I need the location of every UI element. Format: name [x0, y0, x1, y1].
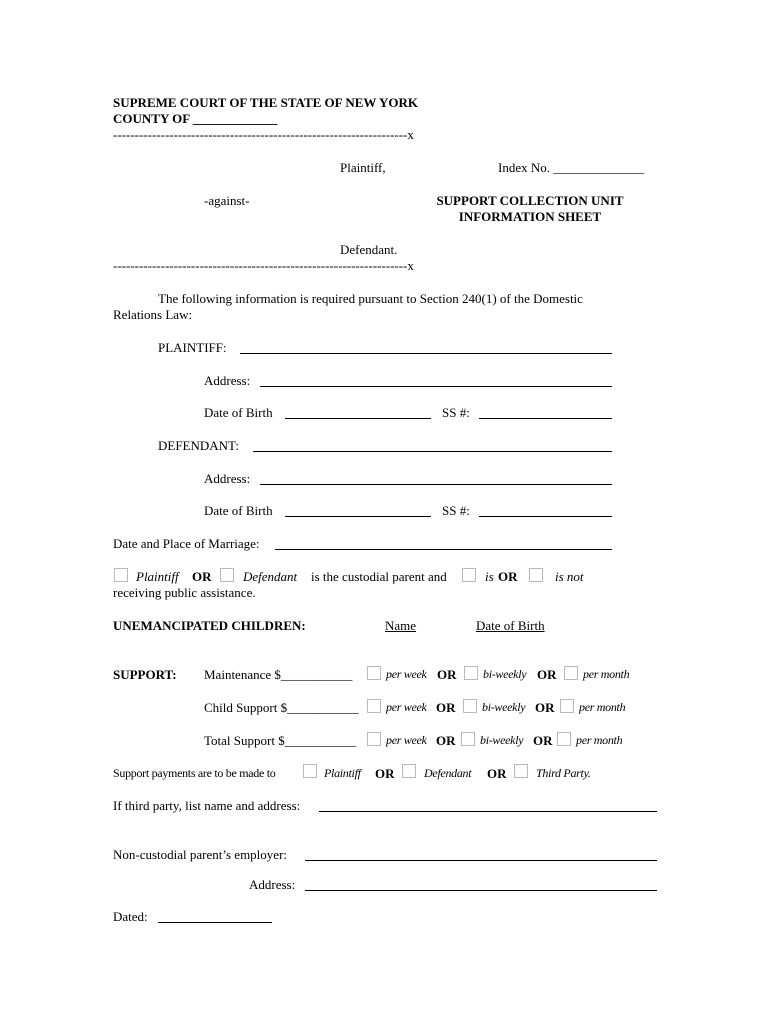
plaintiff-dob-label: Date of Birth — [204, 405, 273, 420]
defendant-dob-field[interactable] — [285, 516, 431, 517]
plaintiff-ss-label: SS #: — [442, 405, 470, 420]
total-support-amount: Total Support $___________ — [204, 733, 357, 748]
defendant-caption: Defendant. — [340, 242, 398, 257]
assistance-is-not-checkbox[interactable] — [529, 568, 543, 582]
plaintiff-name-field[interactable] — [240, 353, 612, 354]
plaintiff-address-field[interactable] — [260, 386, 612, 387]
assistance-or: OR — [498, 569, 518, 584]
employer-address-label: Address: — [249, 877, 296, 892]
child-support-bi-weekly-label: bi-weekly — [482, 700, 526, 714]
employer-address-field[interactable] — [305, 890, 657, 891]
total-support-or1: OR — [436, 733, 456, 748]
maintenance-bi-weekly-checkbox[interactable] — [464, 666, 478, 680]
defendant-address-label: Address: — [204, 471, 251, 486]
marriage-field[interactable] — [275, 549, 612, 550]
maintenance-or1: OR — [437, 667, 457, 682]
child-support-per-month-label: per month — [579, 700, 626, 714]
maintenance-amount: Maintenance $___________ — [204, 667, 353, 682]
index-number: Index No. ______________ — [498, 160, 645, 175]
custodial-defendant-label: Defendant — [243, 569, 298, 584]
payments-or2: OR — [487, 766, 507, 781]
maintenance-per-month-checkbox[interactable] — [564, 666, 578, 680]
plaintiff-ss-field[interactable] — [479, 418, 612, 419]
payments-label: Support payments are to be made to — [113, 766, 276, 780]
dated-label: Dated: — [113, 909, 148, 924]
defendant-ss-label: SS #: — [442, 503, 470, 518]
payments-third-party-checkbox[interactable] — [514, 764, 528, 778]
child-support-per-month-checkbox[interactable] — [560, 699, 574, 713]
plaintiff-caption: Plaintiff, — [340, 160, 386, 175]
total-support-bi-weekly-checkbox[interactable] — [461, 732, 475, 746]
third-party-field[interactable] — [319, 811, 657, 812]
assistance-is-checkbox[interactable] — [462, 568, 476, 582]
maintenance-per-week-label: per week — [386, 667, 427, 681]
maintenance-per-month-label: per month — [583, 667, 630, 681]
against-label: -against- — [204, 193, 250, 208]
total-support-per-week-label: per week — [386, 733, 427, 747]
payments-third-party-label: Third Party. — [536, 766, 591, 780]
plaintiff-address-label: Address: — [204, 373, 251, 388]
custodial-plaintiff-checkbox[interactable] — [114, 568, 128, 582]
defendant-address-field[interactable] — [260, 484, 612, 485]
caption-separator-top: --------------------------------------------------------------------x — [113, 127, 414, 142]
assistance-is-label: is — [485, 569, 494, 584]
child-support-per-week-label: per week — [386, 700, 427, 714]
intro-line1: The following information is required pursuant to Section 240(1) of the Domestic — [158, 291, 583, 306]
custodial-plaintiff-label: Plaintiff — [136, 569, 179, 584]
defendant-ss-field[interactable] — [479, 516, 612, 517]
court-name: SUPREME COURT OF THE STATE OF NEW YORK — [113, 95, 418, 110]
total-support-per-month-checkbox[interactable] — [557, 732, 571, 746]
payments-plaintiff-checkbox[interactable] — [303, 764, 317, 778]
defendant-dob-label: Date of Birth — [204, 503, 273, 518]
child-support-amount: Child Support $___________ — [204, 700, 359, 715]
support-label: SUPPORT: — [113, 667, 177, 682]
children-name-header: Name — [385, 618, 417, 633]
child-support-per-week-checkbox[interactable] — [367, 699, 381, 713]
custodial-or: OR — [192, 569, 212, 584]
payments-plaintiff-label: Plaintiff — [324, 766, 361, 780]
child-support-or1: OR — [436, 700, 456, 715]
form-title-line1: SUPPORT COLLECTION UNIT — [436, 193, 624, 208]
plaintiff-dob-field[interactable] — [285, 418, 431, 419]
children-label: UNEMANCIPATED CHILDREN: — [113, 618, 306, 633]
payments-or1: OR — [375, 766, 395, 781]
assistance-is-not-label: is not — [555, 569, 584, 584]
total-support-or2: OR — [533, 733, 553, 748]
defendant-name-field[interactable] — [253, 451, 612, 452]
defendant-label: DEFENDANT: — [158, 438, 239, 453]
custodial-line2: receiving public assistance. — [113, 585, 256, 600]
child-support-bi-weekly-checkbox[interactable] — [463, 699, 477, 713]
maintenance-or2: OR — [537, 667, 557, 682]
form-title-line2: INFORMATION SHEET — [458, 209, 602, 224]
employer-field[interactable] — [305, 860, 657, 861]
children-dob-header: Date of Birth — [476, 618, 545, 633]
total-support-per-month-label: per month — [576, 733, 623, 747]
maintenance-per-week-checkbox[interactable] — [367, 666, 381, 680]
payments-defendant-checkbox[interactable] — [402, 764, 416, 778]
custodial-defendant-checkbox[interactable] — [220, 568, 234, 582]
marriage-label: Date and Place of Marriage: — [113, 536, 260, 551]
intro-line2: Relations Law: — [113, 307, 193, 322]
total-support-per-week-checkbox[interactable] — [367, 732, 381, 746]
third-party-label: If third party, list name and address: — [113, 798, 301, 813]
total-support-bi-weekly-label: bi-weekly — [480, 733, 524, 747]
payments-defendant-label: Defendant — [424, 766, 472, 780]
plaintiff-label: PLAINTIFF: — [158, 340, 227, 355]
maintenance-bi-weekly-label: bi-weekly — [483, 667, 527, 681]
dated-field[interactable] — [158, 922, 272, 923]
county-line: COUNTY OF _____________ — [113, 111, 278, 126]
employer-label: Non-custodial parent’s employer: — [113, 847, 288, 862]
child-support-or2: OR — [535, 700, 555, 715]
caption-separator-bottom: --------------------------------------------------------------------x — [113, 258, 414, 273]
custodial-middle-text: is the custodial parent and — [311, 569, 447, 584]
